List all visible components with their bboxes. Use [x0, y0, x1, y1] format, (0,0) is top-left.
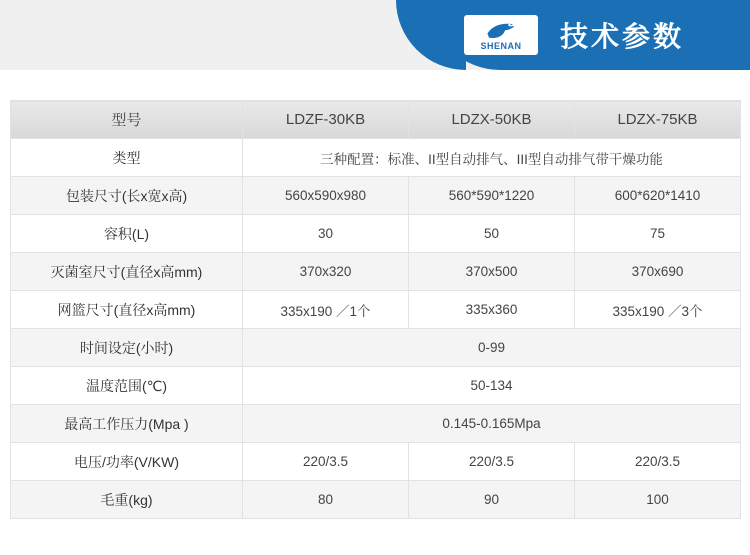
row-value: 370x500 — [409, 253, 575, 291]
row-value: 370x320 — [243, 253, 409, 291]
row-value: 80 — [243, 481, 409, 519]
row-value-merged: 50-134 — [243, 367, 741, 405]
spec-table-container — [0, 70, 750, 519]
row-value-merged: 三种配置：标准、II型自动排气、III型自动排气带干燥功能 — [243, 139, 741, 177]
row-value: 560*590*1220 — [409, 177, 575, 215]
row-label: 最高工作压力(Mpa ) — [11, 405, 243, 443]
row-value: 335x190 ／1个 — [243, 291, 409, 329]
brand-name: SHENAN — [480, 41, 522, 51]
row-value: 560x590x980 — [243, 177, 409, 215]
row-value: 370x690 — [575, 253, 741, 291]
row-value: 335x360 — [409, 291, 575, 329]
table-row — [11, 291, 741, 329]
page-header-banner — [0, 0, 750, 70]
row-value: 30 — [243, 215, 409, 253]
row-value: 220/3.5 — [575, 443, 741, 481]
table-row — [11, 443, 741, 481]
column-header-label: 型号 — [11, 101, 243, 139]
table-row — [11, 367, 741, 405]
table-row — [11, 253, 741, 291]
table-row — [11, 177, 741, 215]
table-row — [11, 329, 741, 367]
column-header-model-1: LDZF-30KB — [243, 101, 409, 139]
row-label: 灭菌室尺寸(直径x高mm) — [11, 253, 243, 291]
table-header-row — [11, 101, 741, 139]
row-label: 毛重(kg) — [11, 481, 243, 519]
footer-spacer — [0, 519, 750, 555]
row-value: 100 — [575, 481, 741, 519]
column-header-model-3: LDZX-75KB — [575, 101, 741, 139]
column-header-model-2: LDZX-50KB — [409, 101, 575, 139]
row-label: 温度范围(℃) — [11, 367, 243, 405]
table-row — [11, 139, 741, 177]
table-row — [11, 481, 741, 519]
header-accent-shape — [430, 0, 750, 70]
spec-table — [10, 100, 741, 519]
row-value-merged: 0.145-0.165Mpa — [243, 405, 741, 443]
row-value: 220/3.5 — [409, 443, 575, 481]
row-label: 网篮尺寸(直径x高mm) — [11, 291, 243, 329]
eagle-logo-icon — [484, 21, 518, 41]
table-row — [11, 215, 741, 253]
row-label: 包装尺寸(长x宽x高) — [11, 177, 243, 215]
row-label: 类型 — [11, 139, 243, 177]
row-value: 50 — [409, 215, 575, 253]
row-value: 335x190 ／3个 — [575, 291, 741, 329]
spec-table-body — [11, 139, 741, 519]
row-label: 容积(L) — [11, 215, 243, 253]
row-value: 90 — [409, 481, 575, 519]
spec-table-head — [11, 101, 741, 139]
row-label: 电压/功率(V/KW) — [11, 443, 243, 481]
table-row — [11, 405, 741, 443]
brand-logo — [464, 15, 538, 55]
row-value-merged: 0-99 — [243, 329, 741, 367]
row-value: 75 — [575, 215, 741, 253]
row-label: 时间设定(小时) — [11, 329, 243, 367]
row-value: 220/3.5 — [243, 443, 409, 481]
row-value: 600*620*1410 — [575, 177, 741, 215]
page-title: 技术参数 — [560, 20, 685, 53]
